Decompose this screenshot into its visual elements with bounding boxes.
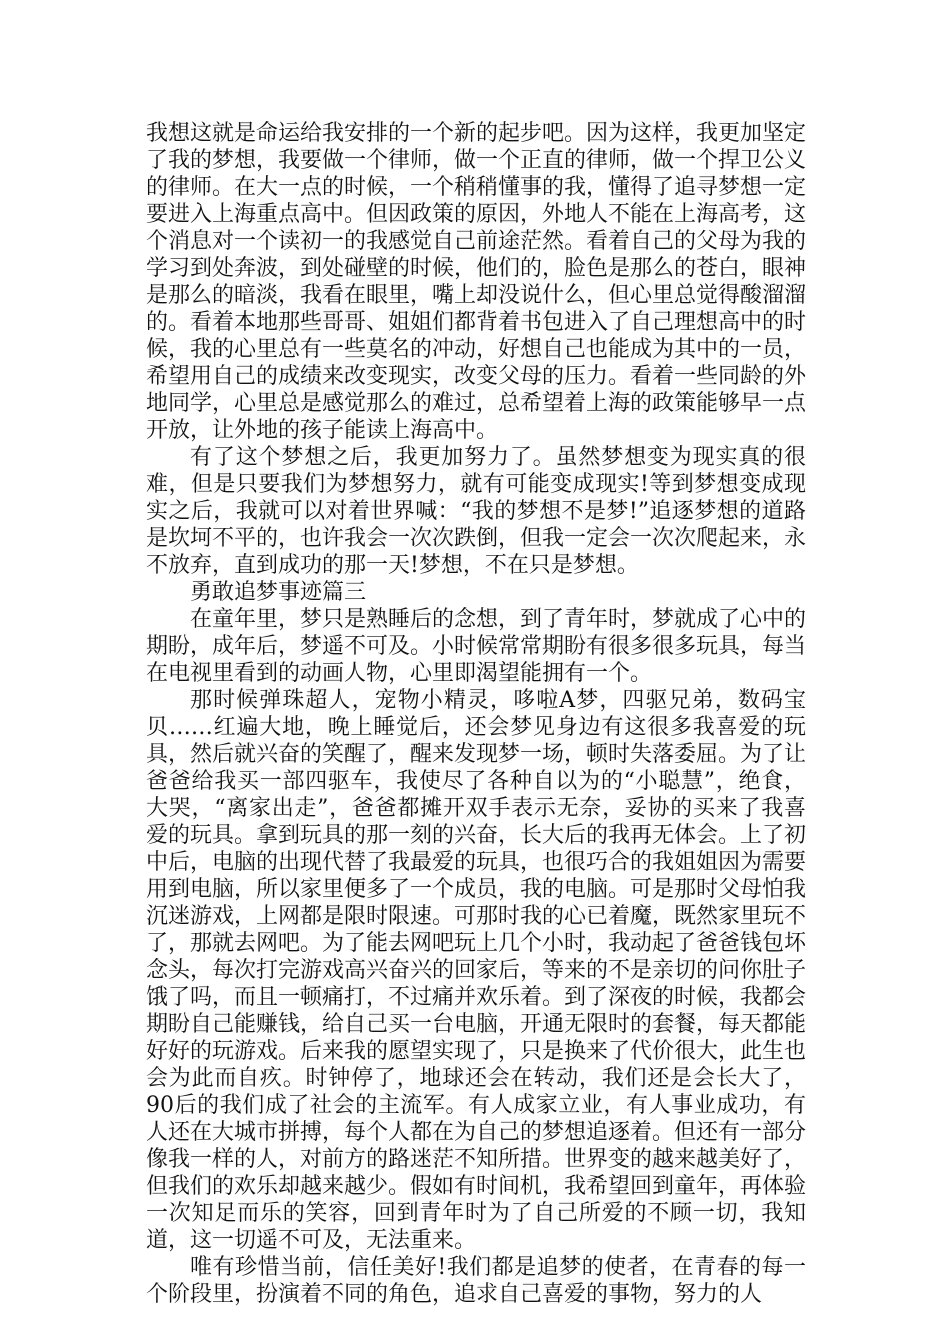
document-page [146, 120, 806, 1308]
paragraph-3: 在童年里，梦只是熟睡后的念想，到了青年时，梦就成了心中的期盼，成年后，梦遥不可及。小时候常常期盼有很多很多玩具，每当在电视里看到的动画人物，心里即渴望能拥有一个。 [146, 607, 807, 686]
paragraph-2: 有了这个梦想之后，我更加努力了。虽然梦想变为现实真的很难，但是只要我们为梦想努力，就有可能变成现实!等到梦想变成现实之后，我就可以对着世界喊：“我的梦想不是梦!”追逐梦想的道路是坎坷不平的，也许我会一次次跌倒，但我一定会一次次爬起来，永不放弃，直到成功的那一天!梦想，不在只是梦想。 [146, 445, 807, 578]
paragraph-5: 唯有珍惜当前，信任美好!我们都是追梦的使者，在青春的每一个阶段里，扮演着不同的角色，追求自己喜爱的事物，努力的人 [146, 1255, 806, 1307]
paragraph-4: 那时候弹珠超人，宠物小精灵，哆啦A梦，四驱兄弟，数码宝贝……红遍大地，晚上睡觉后，还会梦见身边有这很多我喜爱的玩具，然后就兴奋的笑醒了，醒来发现梦一场，顿时失落委屈。为了让爸爸给我买一部四驱车，我使尽了各种自以为的“小聪慧”，绝食，大哭，“离家出走”，爸爸都摊开双手表示无奈，妥协的买来了我喜爱的玩具。拿到玩具的那一刻的兴奋，长大后的我再无体会。上了初中后，电脑的出现代替了我最爱的玩具，也很巧合的我姐姐因为需要用到电脑，所以家里便多了一个成员，我的电脑。可是那时父母怕我沉迷游戏，上网都是限时限速。可那时我的心已着魔，既然家里玩不了，那就去网吧。为了能去网吧玩上几个小时，我动起了爸爸钱包坏念头，每次打完游戏高兴奋兴的回家后，等来的不是亲切的问你肚子饿了吗，而且一顿痛打，不过痛并欢乐着。到了深夜的时候，我都会期盼自己能赚钱，给自己买一台电脑，开通无限时的套餐，每天都能好好的玩游戏。后来我的愿望实现了，只是换来了代价很大，此生也会为此而自疚。时钟停了，地球还会在转动，我们还是会长大了，90后的我们成了社会的主流军。有人成家立业，有人事业成功，有人还在大城市拼搏，每个人都在为自己的梦想追逐着。但还有一部分像我一样的人，对前方的路迷茫不知所措。世界变的越来越美好了，但我们的欢乐却越来越少。假如有时间机，我希望回到童年，再体验一次知足而乐的笑容，回到青年时为了自己所爱的不顾一切，我知道，这一切遥不可及，无法重来。 [146, 688, 807, 1253]
paragraph-1: 我想这就是命运给我安排的一个新的起步吧。因为这样，我更加坚定了我的梦想，我要做一个律师，做一个正直的律师，做一个捍卫公义的律师。在大一点的时候，一个稍稍懂事的我，懂得了追寻梦想一定要进入上海重点高中。但因政策的原因，外地人不能在上海高考，这个消息对一个读初一的我感觉自己前途茫然。看着自己的父母为我的学习到处奔波，到处碰壁的时候，他们的，脸色是那么的苍白，眼神是那么的暗淡，我看在眼里，嘴上却没说什么，但心里总觉得酸溜溜的。看着本地那些哥哥、姐姐们都背着书包进入了自己理想高中的时候，我的心里总有一些莫名的冲动，好想自己也能成为其中的一员，希望用自己的成绩来改变现实，改变父母的压力。看着一些同龄的外地同学，心里总是感觉那么的难过，总希望着上海的政策能够早一点开放，让外地的孩子能读上海高中。 [146, 121, 807, 443]
section-heading: 勇敢追梦事迹篇三 [190, 580, 367, 605]
